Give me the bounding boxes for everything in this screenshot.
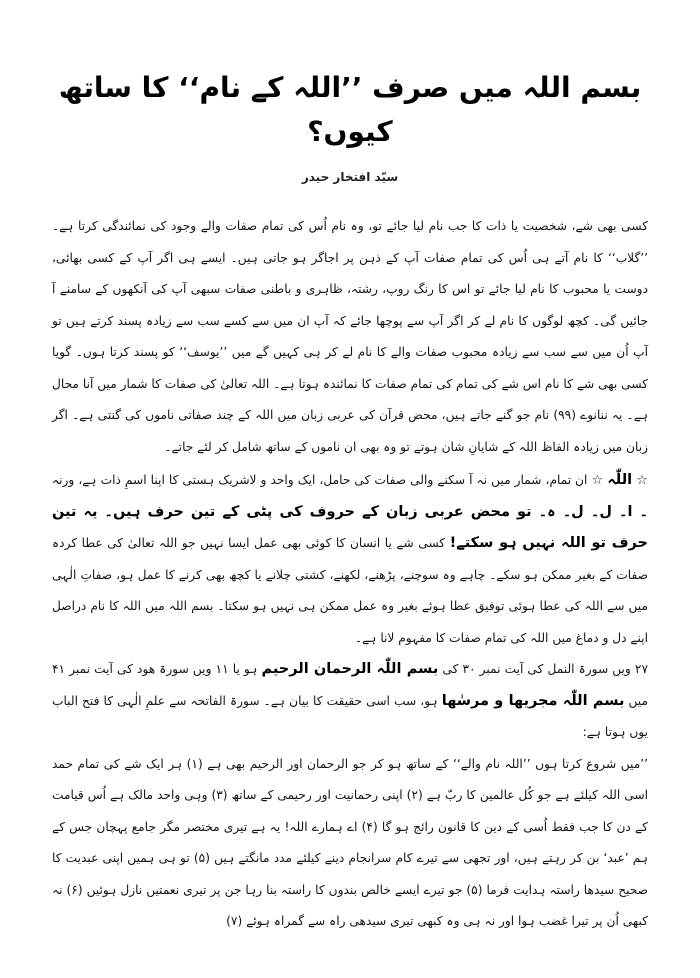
paragraph-fatiha-translation: [52, 749, 648, 938]
quran-ref-text-c: ہو، سب اسی حقیقت کا بیان ہے۔ سورۃ الفاتحہ سے علمِ الٰہی کا فتح الباب یوں ہوتا ہے:: [52, 693, 648, 739]
paragraph-quran-references: [52, 654, 648, 749]
paragraph-fatiha-translation-text: ’’میں شروع کرتا ہوں ’’اللہ نام والے‘‘ کے ساتھ ہو کر جو الرحمان اور الرحیم بھی ہے (۱) ہر ایک شے کی تمام حمد اسی اللہ کیلئے ہے جو کُل عالمین کا ربّ ہے (۲) اپنی رحمانیت اور رحیمی کے ساتھ (۳) وہی واحد مالک ہے اُس قیامت کے دن کا جب فقط اُسی کے دین کا قانون رائج ہو گا (۴) اے ہمارے اللہ! یہ ہے تیری مختصر مگر جامع پہچان جس کے ہم ’عبد‘ بن کر رہتے ہیں، اور تجھی سے تیرے کام سرانجام دینے کیلئے مدد مانگتے ہیں (۵) تو ہی ہمیں اپنی عبدیت کا صحیح سیدھا راستہ ہدایت فرما (۵) جو تیرے ایسے خالص بندوں کا راستہ بنا رہا جن پر تیری نعمتیں نازل ہوئیں (۶) نہ کبھی اُن پر تیرا غضب ہوا اور نہ ہی وہ کبھی تیری سیدھی راہ سے گمراہ ہوئے (۷): [52, 756, 648, 928]
paragraph-quran-references-text: [52, 654, 648, 749]
quran-ref-text-b: ہو یا ۱۱ ویں سورۃ ھود کی آیت نمبر ۴۱ میں: [52, 662, 648, 708]
article-title: بسم اللہ میں صرف ’’اللہ کے نام‘‘ کا ساتھ کیوں؟: [58, 71, 642, 148]
paragraph-intro-text: کسی بھی شے، شخصیت یا ذات کا جب نام لیا جائے تو، وہ نام اُس کی تمام صفات والے وجود کی نمائندگی کرتا ہے۔ ’’گلاب‘‘ کا نام آتے ہی اُس کی تمام صفات آپ کے ذہن پر اجاگر ہو جاتی ہیں۔ ایسے ہی اگر آپ کے کسی بھائی، دوست یا محبوب کا نام لیا جائے تو اس کا رنگ روپ، رشتہ، ظاہری و باطنی صفات سبھی آپ کی آنکھوں کے سامنے آ جائیں گی۔ کچھ لوگوں کا نام لے کر اگر آپ سے پوچھا جائے کہ آپ ان میں سے کسے سب سے زیادہ پسند کرتے ہیں تو آپ اُن میں سے سب سے زیادہ محبوب صفات والے کا نام لے کر ہی کہیں گے میں ’’یوسف‘‘ کو پسند کرتا ہوں۔ گویا کسی بھی شے کا نام اس شے کی تمام کی تمام صفات کا نمائندہ ہوتا ہے۔ اللہ تعالیٰ کی صفات کا شمار میں آنا محال ہے۔ یہ ننانوے (۹۹) نام جو گنے جاتے ہیں، محض قرآن کی عربی زبان میں اللہ کے چند صفاتی ناموں کی گنتی ہے۔ اگر زبان میں زیادہ الفاظ اللہ کے شایانِ شان ہوتے تو وہ بھی ان ناموں کے ساتھ شامل کر لئے جاتے۔: [52, 219, 649, 454]
allah-name-text-b: کسی شے یا انسان کا کوئی بھی عمل ایسا نہیں جو اللہ تعالیٰ کی عطا کردہ صفات کے بغیر ممکن ہو سکے۔ چاہے وہ سوچنے، پڑھنے، لکھنے، کشتی چلانے یا کچھ بھی کرنے کا عمل ہو، صفاتِ الٰہی میں سے اللہ کی عطا ہوئی توفیق عطا ہوئے بغیر وہ عمل ممکن ہی نہیں ہو سکتا۔ بسم اللہ میں اللہ کا نام دراصل اپنے دل و دماغ میں اللہ کی تمام صفات کا مفہوم لانا ہے۔: [52, 536, 648, 645]
allah-term: اللّٰہ: [607, 472, 633, 488]
paragraph-allah-name-text: [52, 465, 648, 654]
basmala-term: بسم اللّٰہ الرحمان الرحیم: [261, 661, 439, 677]
paragraph-intro: [52, 211, 648, 463]
allah-name-text-a: ان تمام، شمار میں نہ آ سکنے والی صفات کی حامل، ایک واحد و لاشریک ہستی کا اپنا اسمِ ذات ہے، ورنہ: [52, 473, 588, 487]
bismillah-majreha-term: بسم اللّٰہ مجریھا و مرسٰھا: [441, 692, 625, 709]
quran-ref-text-a: ۲۷ ویں سورۃ النمل کی آیت نمبر ۳۰ کی: [442, 662, 649, 676]
star-icon: ☆: [636, 473, 649, 488]
paragraph-allah-name: [52, 465, 648, 654]
letters-term: ۔ ا۔ ل۔ ل۔ ہ۔ تو محض عربی زبان کے حروف کی پٹی کے تین حرف ہیں۔ یہ تین حرف تو اللہ نہیں ہو سکتے!: [52, 503, 649, 551]
author-name: سیّد افتخار حیدر: [301, 170, 399, 184]
star-icon: ☆: [591, 473, 604, 488]
